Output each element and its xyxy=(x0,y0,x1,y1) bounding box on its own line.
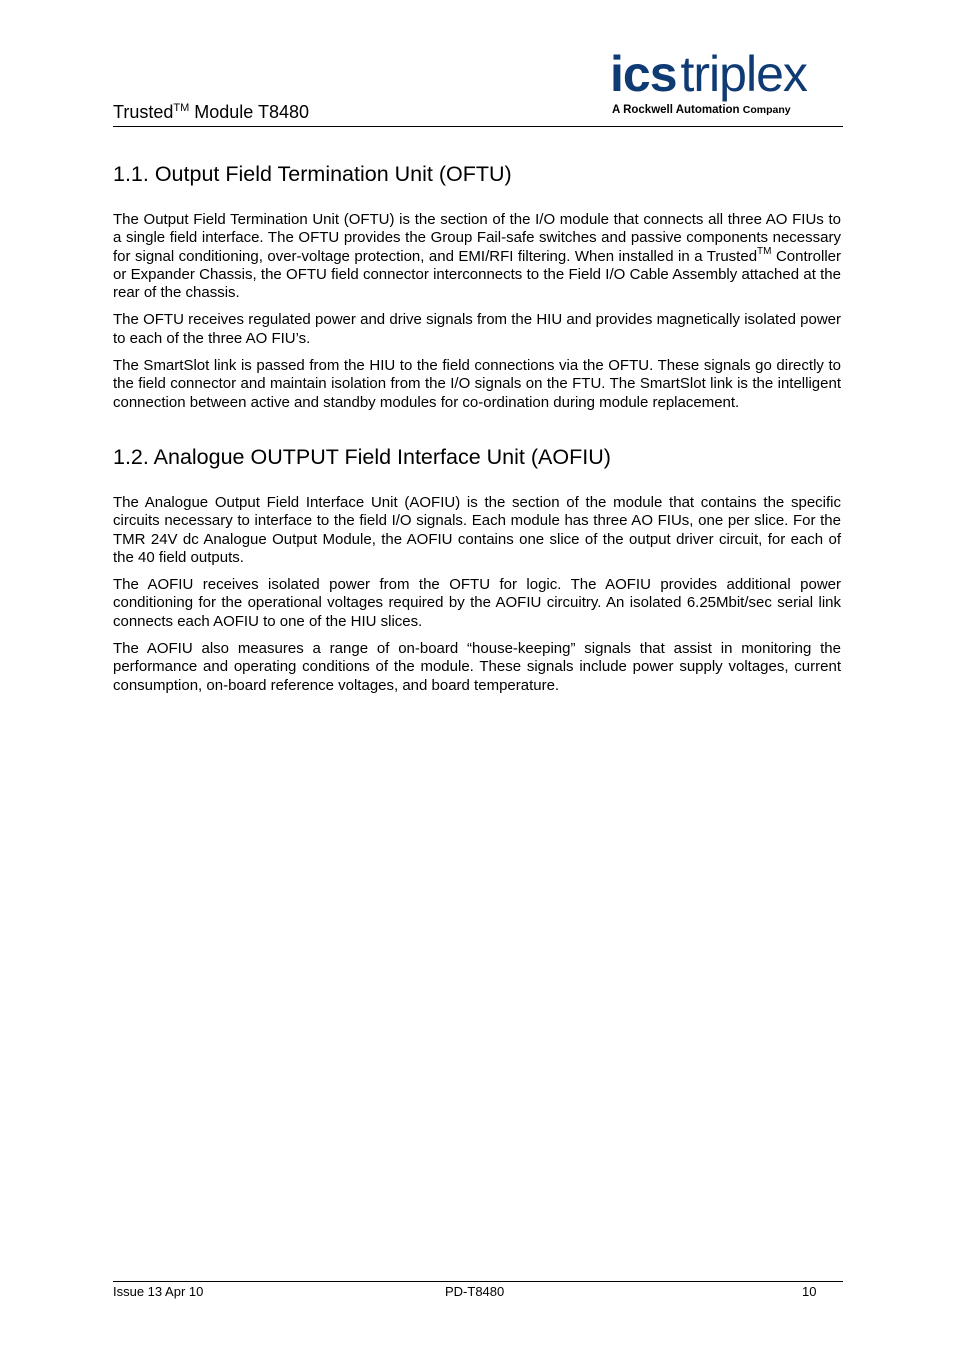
header-title-prefix: Trusted xyxy=(113,102,174,122)
trademark-symbol: TM xyxy=(173,102,190,114)
section1-heading: 1.1. Output Field Termination Unit (OFTU) xyxy=(113,162,512,186)
section1-paragraph-1 xyxy=(113,211,841,302)
logo-ics-text: ics xyxy=(610,46,677,102)
section1-paragraph-2: The OFTU receives regulated power and drive signals from the HIU and provides magnetically isolated power to each of the three AO FIU’s. xyxy=(113,311,841,347)
logo-triplex-text: triplex xyxy=(680,46,807,102)
footer-issue: Issue 13 Apr 10 xyxy=(113,1284,204,1299)
section2-paragraph-1: The Analogue Output Field Interface Unit (AOFIU) is the section of the module that contains the specific circuits necessary to interface to the field I/O signals. Each module has three AO FIUs, one per slice. For the TMR 24V dc Analogue Output Module, the AOFIU contains one slice of the output driver circuit, for each of the 40 field outputs. xyxy=(113,493,841,566)
header-title xyxy=(113,100,309,124)
section1-paragraph-1-part-b: Controller or Expander Chassis, the OFTU field connector interconnects to the Field I/O Cable Assembly attached at the rear of the chassis. xyxy=(113,247,842,302)
section2-paragraph-3: The AOFIU also measures a range of on-board “house-keeping” signals that assist in monitoring the performance and operating conditions of the module. These signals include power supply voltages, current consumption, on-board reference voltages, and board temperature. xyxy=(113,640,841,694)
logo-wordmark xyxy=(610,46,807,102)
logo-tagline-text: A Rockwell Automation xyxy=(612,104,740,116)
logo-tagline xyxy=(612,104,791,116)
section1-paragraph-1-part-a: The Output Field Termination Unit (OFTU) is the section of the I/O module that connects all three AO FIUs to a single field interface. The OFTU provides the Group Fail-safe switches and passive components necessary for signal conditioning, over-voltage protection, and EMI/RFI filtering. When installed in a Trusted xyxy=(113,211,841,265)
trademark-symbol: TM xyxy=(757,245,772,257)
section2-heading: 1.2. Analogue OUTPUT Field Interface Unit (AOFIU) xyxy=(113,444,611,469)
header-divider xyxy=(113,126,843,127)
ics-triplex-logo xyxy=(610,46,846,120)
footer-doc-id: PD-T8480 xyxy=(445,1284,505,1299)
logo-company-text: Company xyxy=(742,104,791,116)
section2-paragraph-2: The AOFIU receives isolated power from the OFTU for logic. The AOFIU provides additional power conditioning for the operational voltages required by the AOFIU circuitry. An isolated 6.25Mbit/sec serial link connects each AOFIU to one of the HIU slices. xyxy=(113,576,841,630)
section1-paragraph-3: The SmartSlot link is passed from the HIU to the field connections via the OFTU. These signals go directly to the field connector and maintain isolation from the I/O signals on the FTU. The SmartSlot link is the intelligent connection between active and standby modules for co-ordination during module replacement. xyxy=(113,357,841,411)
footer-page-number: 10 xyxy=(802,1284,817,1299)
header-title-suffix: Module T8480 xyxy=(189,102,310,122)
footer-divider xyxy=(113,1281,843,1282)
page-content xyxy=(113,160,841,695)
